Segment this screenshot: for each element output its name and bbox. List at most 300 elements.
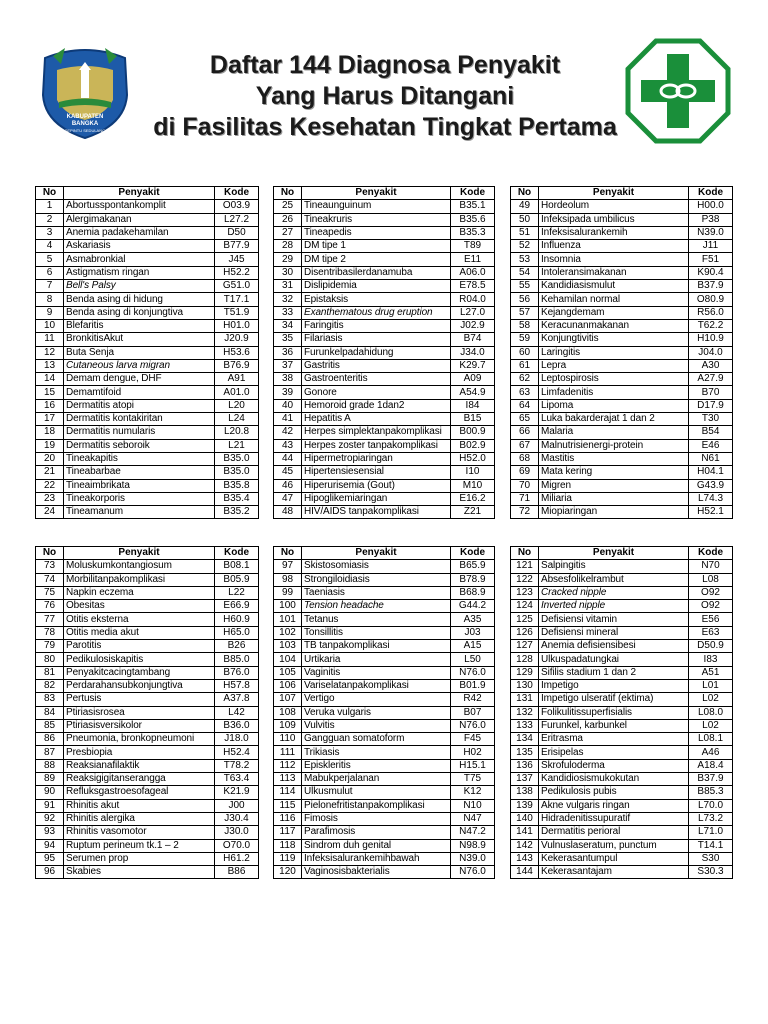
disease-name: Demamtifoid	[64, 386, 215, 399]
table-row	[511, 346, 733, 359]
disease-name: Parafimosis	[302, 826, 451, 839]
disease-name: Gastritis	[302, 359, 451, 372]
table-row	[511, 413, 733, 426]
icd-code: D17.9	[689, 399, 733, 412]
row-number: 20	[36, 452, 64, 465]
disease-name: Tonsillitis	[302, 626, 451, 639]
table-row	[274, 573, 495, 586]
table-row	[36, 466, 259, 479]
icd-code: B54	[689, 426, 733, 439]
disease-name: Epistaksis	[302, 293, 451, 306]
header-kode: Kode	[215, 187, 259, 200]
header-no: No	[36, 187, 64, 200]
table-row	[36, 746, 259, 759]
icd-code: J30.0	[215, 826, 259, 839]
icd-code: H53.6	[215, 346, 259, 359]
row-number: 100	[274, 600, 302, 613]
table-row	[36, 426, 259, 439]
disease-name: Veruka vulgaris	[302, 706, 451, 719]
icd-code: L01	[689, 679, 733, 692]
disease-name: Rhinitis alergika	[64, 812, 215, 825]
row-number: 79	[36, 640, 64, 653]
disease-name: Pedikulosiskapitis	[64, 653, 215, 666]
icd-code: B68.9	[451, 586, 495, 599]
disease-name: Malaria	[539, 426, 689, 439]
disease-name: Vaginitis	[302, 666, 451, 679]
icd-code: H60.9	[215, 613, 259, 626]
row-number: 94	[36, 839, 64, 852]
table-row	[274, 213, 495, 226]
table-row	[274, 240, 495, 253]
disease-name: Kandidiasismulut	[539, 280, 689, 293]
icd-code: L73.2	[689, 812, 733, 825]
table-row	[511, 759, 733, 772]
icd-code: K90.4	[689, 266, 733, 279]
icd-code: T89	[451, 240, 495, 253]
row-number: 31	[274, 280, 302, 293]
row-number: 113	[274, 773, 302, 786]
disease-name: Vulnuslaseratum, punctum	[539, 839, 689, 852]
table-row	[274, 866, 495, 879]
disease-name: Miliaria	[539, 492, 689, 505]
row-number: 144	[511, 866, 539, 879]
title-line-3: di Fasilitas Kesehatan Tingkat Pertama	[153, 113, 617, 141]
icd-code: B35.8	[215, 479, 259, 492]
row-number: 84	[36, 706, 64, 719]
row-number: 50	[511, 213, 539, 226]
icd-code: J02.9	[451, 319, 495, 332]
table-row	[274, 812, 495, 825]
icd-code: N39.0	[451, 852, 495, 865]
table-row	[511, 706, 733, 719]
table-row	[511, 866, 733, 879]
row-number: 134	[511, 733, 539, 746]
disease-name: Dislipidemia	[302, 280, 451, 293]
icd-code: J04.0	[689, 346, 733, 359]
table-row	[511, 719, 733, 732]
icd-code: L22	[215, 586, 259, 599]
row-number: 104	[274, 653, 302, 666]
icd-code: B35.3	[451, 226, 495, 239]
table-row	[511, 839, 733, 852]
icd-code: B35.0	[215, 452, 259, 465]
row-number: 125	[511, 613, 539, 626]
disease-name: Ruptum perineum tk.1 – 2	[64, 839, 215, 852]
icd-code: J00	[215, 799, 259, 812]
disease-name: Morbilitanpakomplikasi	[64, 573, 215, 586]
row-number: 120	[274, 866, 302, 879]
row-number: 54	[511, 266, 539, 279]
table-row	[274, 359, 495, 372]
disease-name: Variselatanpakomplikasi	[302, 679, 451, 692]
table-row	[36, 666, 259, 679]
row-number: 140	[511, 812, 539, 825]
row-number: 38	[274, 373, 302, 386]
table-row	[511, 653, 733, 666]
icd-code: L24	[215, 413, 259, 426]
icd-code: T78.2	[215, 759, 259, 772]
row-number: 62	[511, 373, 539, 386]
table-row	[274, 640, 495, 653]
row-number: 32	[274, 293, 302, 306]
icd-code: Z21	[451, 506, 495, 519]
disease-name: Abortusspontankomplit	[64, 200, 215, 213]
table-row	[36, 693, 259, 706]
disease-name: Serumen prop	[64, 852, 215, 865]
row-number: 4	[36, 240, 64, 253]
icd-code: B02.9	[451, 439, 495, 452]
title-line-1: Daftar 144 Diagnosa Penyakit	[209, 51, 561, 79]
row-number: 129	[511, 666, 539, 679]
disease-name: Blefaritis	[64, 319, 215, 332]
row-number: 3	[36, 226, 64, 239]
table-row	[36, 506, 259, 519]
table-row	[36, 600, 259, 613]
disease-name: Kekerasantajam	[539, 866, 689, 879]
disease-name: Askariasis	[64, 240, 215, 253]
row-number: 61	[511, 359, 539, 372]
row-number: 30	[274, 266, 302, 279]
disease-name: Hepatitis A	[302, 413, 451, 426]
disease-name: Hipoglikemiaringan	[302, 492, 451, 505]
icd-code: G43.9	[689, 479, 733, 492]
disease-name: Napkin eczema	[64, 586, 215, 599]
table-row	[511, 226, 733, 239]
disease-name: Kandidiosismukokutan	[539, 773, 689, 786]
disease-name: Benda asing di konjungtiva	[64, 306, 215, 319]
row-number: 138	[511, 786, 539, 799]
disease-name: Tineakapitis	[64, 452, 215, 465]
row-number: 1	[36, 200, 64, 213]
table-row	[511, 693, 733, 706]
table-row	[274, 200, 495, 213]
table-row	[36, 200, 259, 213]
icd-code: N76.0	[451, 866, 495, 879]
table-row	[511, 319, 733, 332]
table-row	[274, 666, 495, 679]
icd-code: N47.2	[451, 826, 495, 839]
table-row	[511, 746, 733, 759]
icd-code: L08.0	[689, 706, 733, 719]
icd-code: D50	[215, 226, 259, 239]
table-row	[36, 280, 259, 293]
table-row	[274, 799, 495, 812]
disease-name: DM tipe 1	[302, 240, 451, 253]
icd-code: N70	[689, 560, 733, 573]
table-row	[36, 240, 259, 253]
row-number: 58	[511, 319, 539, 332]
disease-name: Trikiasis	[302, 746, 451, 759]
row-number: 96	[36, 866, 64, 879]
icd-code: T63.4	[215, 773, 259, 786]
table-row	[511, 293, 733, 306]
disease-name: Intoleransimakanan	[539, 266, 689, 279]
table-row	[36, 253, 259, 266]
icd-code: O80.9	[689, 293, 733, 306]
icd-code: B08.1	[215, 560, 259, 573]
table-row	[511, 359, 733, 372]
disease-name: Presbiopia	[64, 746, 215, 759]
row-number: 111	[274, 746, 302, 759]
icd-code: B01.9	[451, 679, 495, 692]
disease-name: Salpingitis	[539, 560, 689, 573]
icd-code: B35.1	[451, 200, 495, 213]
disease-name: Infeksisalurankemihbawah	[302, 852, 451, 865]
icd-code: K12	[451, 786, 495, 799]
table-row	[36, 373, 259, 386]
table-row	[274, 506, 495, 519]
disease-name: Moluskumkontangiosum	[64, 560, 215, 573]
row-number: 27	[274, 226, 302, 239]
disease-name: Astigmatism ringan	[64, 266, 215, 279]
row-number: 92	[36, 812, 64, 825]
header-kode: Kode	[215, 547, 259, 560]
icd-code: A15	[451, 640, 495, 653]
row-number: 87	[36, 746, 64, 759]
disease-name: Dermatitis numularis	[64, 426, 215, 439]
icd-code: S30	[689, 852, 733, 865]
disease-name: BronkitisAkut	[64, 333, 215, 346]
disease-name: Absesfolikelrambut	[539, 573, 689, 586]
table-row	[274, 733, 495, 746]
row-number: 135	[511, 746, 539, 759]
disease-name: Pielonefritistanpakomplikasi	[302, 799, 451, 812]
row-number: 51	[511, 226, 539, 239]
row-number: 40	[274, 399, 302, 412]
disease-name: Tineaimbrikata	[64, 479, 215, 492]
icd-code: E16.2	[451, 492, 495, 505]
icd-code: H00.0	[689, 200, 733, 213]
row-number: 69	[511, 466, 539, 479]
icd-code: B70	[689, 386, 733, 399]
icd-code: L27.0	[451, 306, 495, 319]
icd-code: J18.0	[215, 733, 259, 746]
icd-code: B86	[215, 866, 259, 879]
icd-code: H61.2	[215, 852, 259, 865]
icd-code: A27.9	[689, 373, 733, 386]
table-row	[511, 280, 733, 293]
icd-code: A51	[689, 666, 733, 679]
header-kode: Kode	[689, 547, 733, 560]
row-number: 71	[511, 492, 539, 505]
disease-name: Mata kering	[539, 466, 689, 479]
icd-code: T30	[689, 413, 733, 426]
icd-code: A37.8	[215, 693, 259, 706]
table-row	[511, 333, 733, 346]
table-row	[36, 333, 259, 346]
table-row	[511, 306, 733, 319]
row-number: 8	[36, 293, 64, 306]
disease-name: Skrofuloderma	[539, 759, 689, 772]
row-number: 21	[36, 466, 64, 479]
table-row	[274, 346, 495, 359]
row-number: 53	[511, 253, 539, 266]
icd-code: N47	[451, 812, 495, 825]
row-number: 74	[36, 573, 64, 586]
disease-name: Refluksgastroesofageal	[64, 786, 215, 799]
table-row	[274, 746, 495, 759]
row-number: 37	[274, 359, 302, 372]
icd-code: L08.1	[689, 733, 733, 746]
row-number: 97	[274, 560, 302, 573]
table-row	[511, 626, 733, 639]
table-row	[36, 839, 259, 852]
icd-code: J11	[689, 240, 733, 253]
icd-code: R42	[451, 693, 495, 706]
disease-name: Parotitis	[64, 640, 215, 653]
row-number: 41	[274, 413, 302, 426]
row-number: 137	[511, 773, 539, 786]
table-row	[36, 439, 259, 452]
icd-code: E63	[689, 626, 733, 639]
table-row	[274, 839, 495, 852]
table-row	[274, 266, 495, 279]
row-number: 16	[36, 399, 64, 412]
disease-name: Strongiloidiasis	[302, 573, 451, 586]
disease-name: Tineamanum	[64, 506, 215, 519]
row-number: 59	[511, 333, 539, 346]
table-row	[511, 373, 733, 386]
disease-name: Bell's Palsy	[64, 280, 215, 293]
icd-code: E56	[689, 613, 733, 626]
kabupaten-bangka-emblem	[35, 40, 135, 140]
disease-name: Ulkuspadatungkai	[539, 653, 689, 666]
icd-code: K21.9	[215, 786, 259, 799]
table-row	[511, 439, 733, 452]
table-row	[36, 386, 259, 399]
header-penyakit: Penyakit	[539, 187, 689, 200]
icd-code: G44.2	[451, 600, 495, 613]
table-row	[36, 733, 259, 746]
table-row	[511, 613, 733, 626]
table-row	[511, 466, 733, 479]
disease-name: Skistosomiasis	[302, 560, 451, 573]
disease-name: Pedikulosis pubis	[539, 786, 689, 799]
row-number: 75	[36, 586, 64, 599]
disease-name: Anemia defisiensibesi	[539, 640, 689, 653]
icd-code: E46	[689, 439, 733, 452]
row-number: 98	[274, 573, 302, 586]
table-row	[36, 266, 259, 279]
icd-code: P38	[689, 213, 733, 226]
table-row	[36, 479, 259, 492]
icd-code: A18.4	[689, 759, 733, 772]
disease-name: Migren	[539, 479, 689, 492]
disease-name: Kejangdemam	[539, 306, 689, 319]
table-row	[511, 600, 733, 613]
table-row	[511, 506, 733, 519]
icd-code: A91	[215, 373, 259, 386]
table-row	[511, 812, 733, 825]
table-row	[274, 319, 495, 332]
row-number: 78	[36, 626, 64, 639]
icd-code: L71.0	[689, 826, 733, 839]
disease-name: Reaksianafilaktik	[64, 759, 215, 772]
disease-name: Folikulitissuperfisialis	[539, 706, 689, 719]
disease-name: Penyakitcacingtambang	[64, 666, 215, 679]
disease-name: Tineaunguinum	[302, 200, 451, 213]
table-row	[511, 786, 733, 799]
table-row	[511, 586, 733, 599]
table-row	[511, 200, 733, 213]
disease-name: Malnutrisienergi-protein	[539, 439, 689, 452]
row-number: 132	[511, 706, 539, 719]
row-number: 39	[274, 386, 302, 399]
row-number: 131	[511, 693, 539, 706]
icd-code: L21	[215, 439, 259, 452]
row-number: 81	[36, 666, 64, 679]
header	[0, 30, 768, 160]
disease-name: Kekerasantumpul	[539, 852, 689, 865]
table-row	[36, 573, 259, 586]
row-number: 44	[274, 452, 302, 465]
table-row	[36, 293, 259, 306]
icd-code: B26	[215, 640, 259, 653]
table-row	[36, 319, 259, 332]
table-row	[274, 560, 495, 573]
icd-code: B76.9	[215, 359, 259, 372]
icd-code: R56.0	[689, 306, 733, 319]
disease-name: Miopiaringan	[539, 506, 689, 519]
row-number: 17	[36, 413, 64, 426]
icd-code: B37.9	[689, 773, 733, 786]
row-number: 116	[274, 812, 302, 825]
puskesmas-logo-icon	[625, 38, 731, 144]
table-row	[274, 693, 495, 706]
disease-name: Akne vulgaris ringan	[539, 799, 689, 812]
header-no: No	[511, 547, 539, 560]
row-number: 102	[274, 626, 302, 639]
icd-code: L02	[689, 693, 733, 706]
table-row	[511, 213, 733, 226]
diagnosis-table-5	[273, 546, 495, 879]
row-number: 93	[36, 826, 64, 839]
disease-name: Leptospirosis	[539, 373, 689, 386]
table-row	[274, 413, 495, 426]
table-row	[511, 560, 733, 573]
row-number: 95	[36, 852, 64, 865]
disease-name: Demam dengue, DHF	[64, 373, 215, 386]
row-number: 118	[274, 839, 302, 852]
icd-code: E78.5	[451, 280, 495, 293]
row-number: 10	[36, 319, 64, 332]
icd-code: G51.0	[215, 280, 259, 293]
icd-code: N10	[451, 799, 495, 812]
icd-code: B37.9	[689, 280, 733, 293]
table-row	[274, 373, 495, 386]
header-kode: Kode	[451, 547, 495, 560]
icd-code: E11	[451, 253, 495, 266]
header-no: No	[274, 547, 302, 560]
icd-code: B35.2	[215, 506, 259, 519]
row-number: 72	[511, 506, 539, 519]
disease-name: Erisipelas	[539, 746, 689, 759]
row-number: 108	[274, 706, 302, 719]
icd-code: T17.1	[215, 293, 259, 306]
svg-text:BANGKA: BANGKA	[71, 121, 99, 127]
table-row	[274, 826, 495, 839]
table-row	[36, 786, 259, 799]
disease-name: TB tanpakomplikasi	[302, 640, 451, 653]
row-number: 114	[274, 786, 302, 799]
icd-code: A30	[689, 359, 733, 372]
table-row	[274, 626, 495, 639]
icd-code: B35.4	[215, 492, 259, 505]
table-row	[511, 852, 733, 865]
icd-code: L74.3	[689, 492, 733, 505]
disease-name: Fimosis	[302, 812, 451, 825]
disease-name: Impetigo ulseratif (ektima)	[539, 693, 689, 706]
